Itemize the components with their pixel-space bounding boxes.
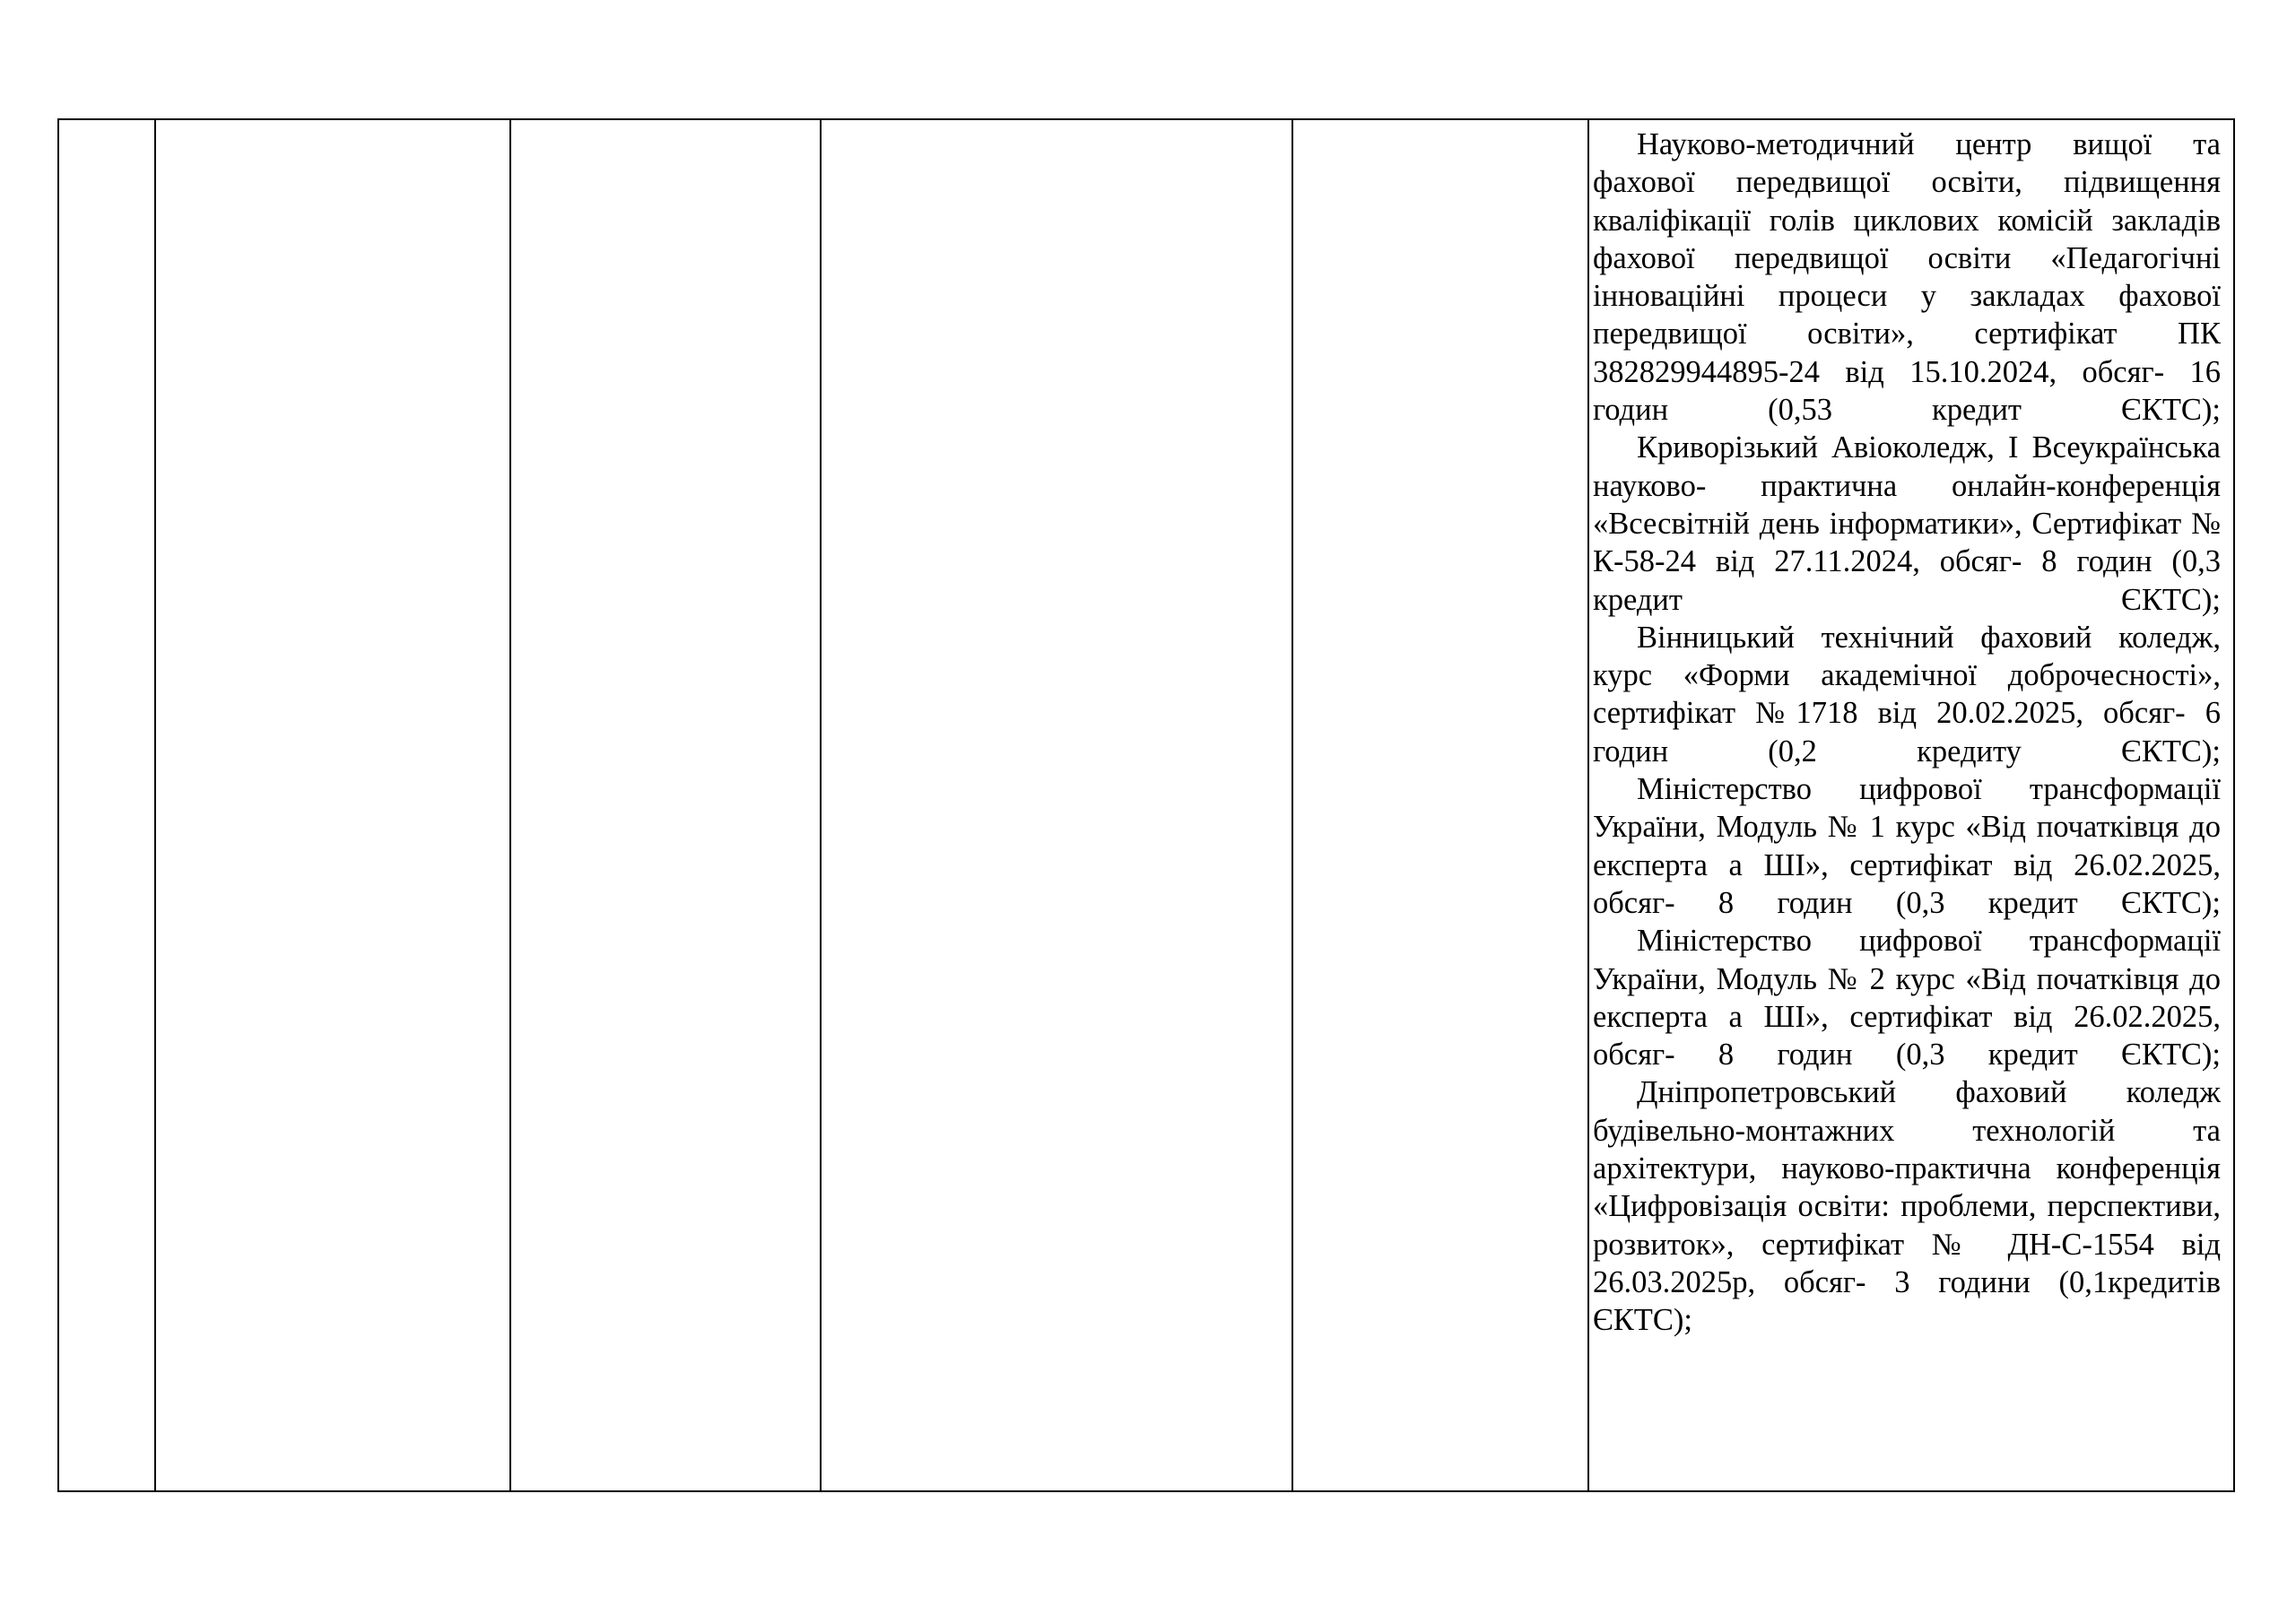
column-divider-4 [1292,120,1293,1490]
training-entry: Дніпропетровський фаховий коледж будівельно-монтажних технологій та архітектури, науково-практична конференція «Цифровізація освіти: проблеми, перспективи, розвиток», сертифікат № ДН-С-1554 від 26.03.2025р, обсяг- 3 години (0,1кредитів ЄКТС); [1593,1075,2221,1338]
training-entry: Міністерство цифрової трансформації України, Модуль № 1 курс «Від початківця до експерта а ШІ», сертифікат від 26.02.2025, обсяг- 8 годин (0,3 кредит ЄКТС); [1593,772,2221,920]
column-divider-5 [1587,120,1589,1490]
column-divider-3 [820,120,822,1490]
column-divider-1 [154,120,156,1490]
training-entry: Вінницький технічний фаховий коледж, курс «Форми академічної доброчесності», сертифікат №1718 від 20.02.2025, обсяг- 6 годин (0,2 кредиту ЄКТС); [1593,620,2221,769]
last-column-cell [1593,126,2221,1340]
document-table [57,118,2235,1492]
training-entry: Криворізький Авіоколедж, І Всеукраїнська науково- практична онлайн-конференція «Всесвітній день інформатики», Сертифікат № К-58-24 від 27.11.2024, обсяг- 8 годин (0,3 кредит ЄКТС); [1593,430,2221,617]
training-entry: Міністерство цифрової трансформації України, Модуль № 2 курс «Від початківця до експерта а ШІ», сертифікат від 26.02.2025, обсяг- 8 годин (0,3 кредит ЄКТС); [1593,924,2221,1073]
column-divider-2 [509,120,511,1490]
training-entry: Науково-методичний центр вищої та фахової передвищої освіти, підвищення кваліфікації голів циклових комісій закладів фахової передвищої освіти «Педагогічні інноваційні процеси у закладах фахової передвищої освіти», сертифікат ПК 382829944895-24 від 15.10.2024, обсяг- 16 годин (0,53 кредит ЄКТС); [1593,127,2221,428]
